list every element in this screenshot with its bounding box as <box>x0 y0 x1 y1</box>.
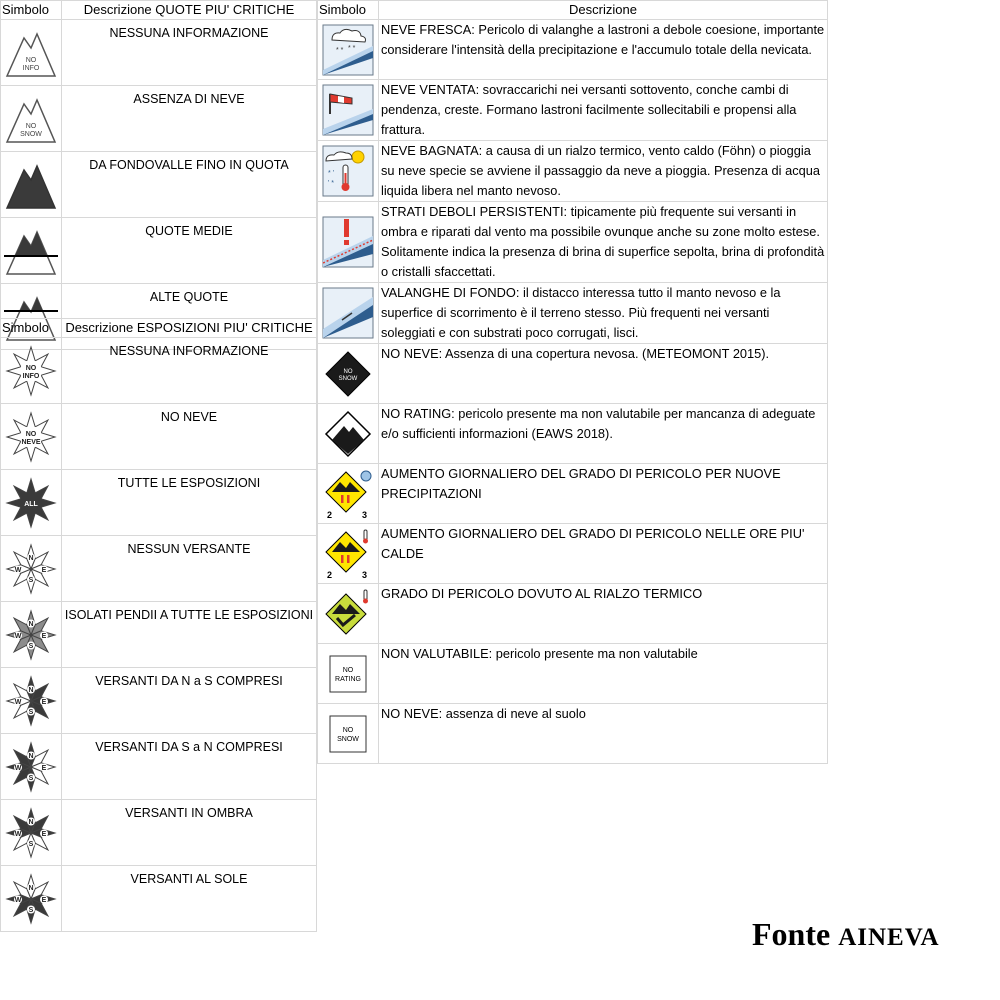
problem-description: GRADO DI PERICOLO DOVUTO AL RIALZO TERMICO <box>379 584 828 644</box>
table-row <box>1 668 317 734</box>
compass-sun-icon <box>1 872 61 926</box>
table-row <box>1 602 317 668</box>
table-row <box>318 80 828 141</box>
danger-increase-warm-hours-icon <box>318 528 378 580</box>
compass-letter-e: E <box>41 566 47 574</box>
compass-letter-s: S <box>28 840 34 848</box>
esp-desc-header: Descrizione ESPOSIZIONI PIU' CRITICHE <box>62 319 317 338</box>
esp-label: VERSANTI IN OMBRA <box>62 800 317 866</box>
compass-letter-e: E <box>41 764 47 772</box>
svg-text:* *: * * <box>336 46 344 54</box>
compass-letter-n: N <box>28 884 34 892</box>
compass-s-to-n-icon <box>1 740 61 794</box>
esp-label: TUTTE LE ESPOSIZIONI <box>62 470 317 536</box>
problems-symbol-header: Simbolo <box>318 1 379 20</box>
esp-label: NO NEVE <box>62 404 317 470</box>
quote-symbol-header: Simbolo <box>1 1 62 20</box>
icon-text: NO <box>343 368 353 375</box>
no-rating-diamond-icon <box>318 408 378 460</box>
table-row <box>1 152 317 218</box>
icon-text: INFO <box>22 64 40 72</box>
compass-letter-s: S <box>28 708 34 716</box>
wet-snow-icon <box>318 145 378 197</box>
source-name: AINEVA <box>838 924 940 951</box>
compass-letter-s: S <box>28 576 34 584</box>
source-credit <box>752 916 940 953</box>
quote-label: NESSUNA INFORMAZIONE <box>62 20 317 86</box>
table-row <box>1 218 317 284</box>
compass-letter-s: S <box>28 642 34 650</box>
compass-letter-n: N <box>28 818 34 826</box>
compass-letter-w: W <box>14 830 22 838</box>
problem-description: NO NEVE: Assenza di una copertura nevosa. (METEOMONT 2015). <box>379 344 828 404</box>
problem-description: NO RATING: pericolo presente ma non valutabile per mancanza di adeguate e/o sufficienti informazioni (EAWS 2018). <box>379 404 828 464</box>
esp-label: VERSANTI AL SOLE <box>62 866 317 932</box>
table-row <box>1 86 317 152</box>
compass-shade-icon <box>1 806 61 860</box>
compass-letter-n: N <box>28 554 34 562</box>
esp-label: VERSANTI DA S a N COMPRESI <box>62 734 317 800</box>
problems-table <box>317 0 828 764</box>
quote-desc-header: Descrizione QUOTE PIU' CRITICHE <box>62 1 317 20</box>
quote-label: QUOTE MEDIE <box>62 218 317 284</box>
table-row <box>1 800 317 866</box>
compass-letter-n: N <box>28 686 34 694</box>
icon-text: 3 <box>362 569 368 580</box>
compass-letter-n: N <box>28 620 34 628</box>
esp-symbol-header: Simbolo <box>1 319 62 338</box>
icon-text: NO <box>25 56 37 64</box>
icon-text: 3 <box>362 509 368 520</box>
compass-letter-e: E <box>41 896 47 904</box>
compass-n-to-s-icon <box>1 674 61 728</box>
problem-description: NEVE VENTATA: sovraccarichi nei versanti sottovento, conche cambi di pendenza, creste. Formano lastroni facilmente sollecitabili e propensi alla frattura. <box>379 80 828 141</box>
no-rating-box-icon <box>318 648 378 700</box>
icon-text: SNOW <box>338 375 358 382</box>
danger-warming-icon <box>318 588 378 640</box>
compass-no-snow-icon <box>1 410 61 464</box>
table-row <box>318 283 828 344</box>
icon-text: SNOW <box>337 735 359 743</box>
esp-label: NESSUN VERSANTE <box>62 536 317 602</box>
problem-description: VALANGHE DI FONDO: il distacco interessa tutto il manto nevoso e la superfice di scorrimento è il terreno stesso. Più frequenti nei versanti soleggiati e con substrati poco corrugati, lisci. <box>379 283 828 344</box>
table-row <box>318 344 828 404</box>
compass-no-info-icon <box>1 344 61 398</box>
compass-letter-w: W <box>14 632 22 640</box>
compass-letter-w: W <box>14 896 22 904</box>
persistent-weak-layer-icon <box>318 216 378 268</box>
compass-letter-e: E <box>41 830 47 838</box>
problems-desc-header: Descrizione <box>379 1 828 20</box>
compass-letter-w: W <box>14 698 22 706</box>
compass-letter-e: E <box>41 698 47 706</box>
table-row <box>318 584 828 644</box>
table-row <box>1 20 317 86</box>
quote-table <box>0 0 317 350</box>
table-row <box>318 464 828 524</box>
mountain-no-info-icon <box>1 26 61 80</box>
quote-label: ASSENZA DI NEVE <box>62 86 317 152</box>
source-prefix: Fonte <box>752 916 831 952</box>
icon-text: 2 <box>327 509 333 520</box>
table-row <box>318 404 828 464</box>
compass-letter-e: E <box>41 632 47 640</box>
wind-slab-icon <box>318 84 378 136</box>
compass-letter-s: S <box>28 774 34 782</box>
icon-text: RATING <box>335 675 361 683</box>
table-row <box>1 734 317 800</box>
quote-label: DA FONDOVALLE FINO IN QUOTA <box>62 152 317 218</box>
mountain-mid-elevations-icon <box>1 224 61 278</box>
problem-description: NON VALUTABILE: pericolo presente ma non valutabile <box>379 644 828 704</box>
new-snow-icon <box>318 24 378 76</box>
table-row <box>318 524 828 584</box>
icon-text: NO <box>25 122 37 130</box>
compass-all-icon <box>1 476 61 530</box>
table-row <box>1 866 317 932</box>
compass-icon-text: INFO <box>22 372 40 380</box>
table-row <box>318 202 828 283</box>
mountain-all-elevations-icon <box>1 158 61 212</box>
problem-description: NO NEVE: assenza di neve al suolo <box>379 704 828 764</box>
icon-text: SNOW <box>20 130 42 138</box>
compass-isolated-icon <box>1 608 61 662</box>
table-row <box>318 644 828 704</box>
compass-icon-text: ALL <box>24 500 38 508</box>
svg-text:* *: * * <box>348 44 356 52</box>
quote-label: ALTE QUOTE <box>62 284 317 350</box>
icon-text: NO <box>342 666 354 674</box>
problem-description: NEVE FRESCA: Pericolo di valanghe a lastroni a debole coesione, importante considerare l'intensità della precipitazione e l'accumulo totale della nevicata. <box>379 20 828 80</box>
problem-description: AUMENTO GIORNALIERO DEL GRADO DI PERICOLO NELLE ORE PIU' CALDE <box>379 524 828 584</box>
table-row <box>1 404 317 470</box>
icon-text: NO <box>342 726 354 734</box>
problem-description: STRATI DEBOLI PERSISTENTI: tipicamente più frequente sui versanti in ombra e riparati dal vento ma possibile ovunque anche su zone molto estese. Solitamente indica la presenza di brina di superfice sepolta, brina di profondità o cristalli sfaccettati. <box>379 202 828 283</box>
esp-label: NESSUNA INFORMAZIONE <box>62 338 317 404</box>
table-row <box>318 704 828 764</box>
danger-increase-snowfall-icon <box>318 468 378 520</box>
table-row <box>1 470 317 536</box>
compass-letter-s: S <box>28 906 34 914</box>
table-row <box>318 141 828 202</box>
compass-icon-text: NO <box>25 430 37 438</box>
compass-none-icon <box>1 542 61 596</box>
table-row <box>1 338 317 404</box>
compass-letter-w: W <box>14 566 22 574</box>
compass-letter-w: W <box>14 764 22 772</box>
compass-icon-text: NO <box>25 364 37 372</box>
esposizioni-table <box>0 318 317 932</box>
svg-text:' *: ' * <box>328 180 335 187</box>
compass-letter-n: N <box>28 752 34 760</box>
no-snow-diamond-icon <box>318 348 378 400</box>
no-snow-box-icon <box>318 708 378 760</box>
esp-label: ISOLATI PENDII A TUTTE LE ESPOSIZIONI <box>62 602 317 668</box>
esp-label: VERSANTI DA N a S COMPRESI <box>62 668 317 734</box>
mountain-no-snow-icon <box>1 92 61 146</box>
compass-icon-text: NEVE <box>21 438 41 446</box>
gliding-snow-icon <box>318 287 378 339</box>
problem-description: NEVE BAGNATA: a causa di un rialzo termico, vento caldo (Föhn) o pioggia su neve specie se avviene il passaggio da neve a pioggia. Presenza di acqua liquida libera nel manto nevoso. <box>379 141 828 202</box>
table-row <box>318 20 828 80</box>
table-row <box>1 536 317 602</box>
problem-description: AUMENTO GIORNALIERO DEL GRADO DI PERICOLO PER NUOVE PRECIPITAZIONI <box>379 464 828 524</box>
svg-text:* ': * ' <box>328 170 335 177</box>
icon-text: 2 <box>327 569 333 580</box>
